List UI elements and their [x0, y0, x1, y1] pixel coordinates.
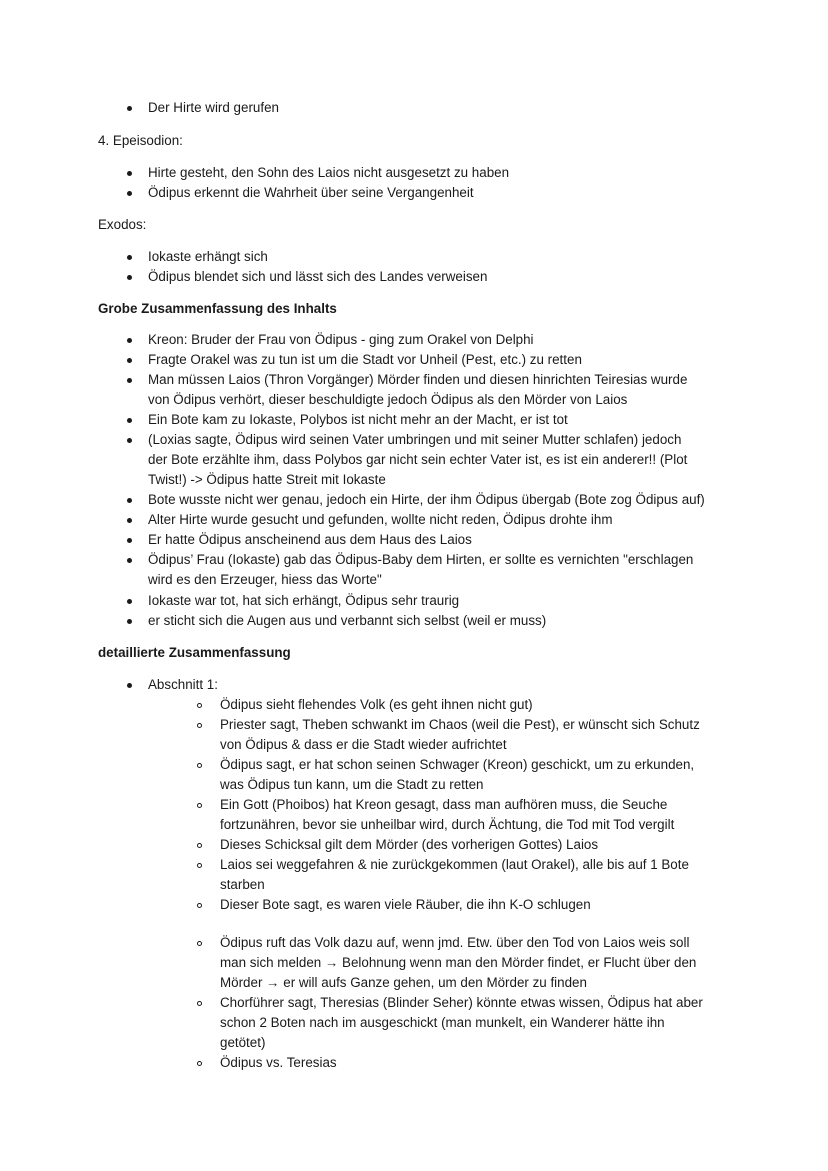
- list-item-text: fortzunähren, bevor sie unheilbar wird, durch Ächtung, die Tod mit Tod vergilt: [220, 817, 675, 832]
- list-item-text: Chorführer sagt, Theresias (Blinder Seher) könnte etwas wissen, Ödipus hat aber: [220, 995, 703, 1010]
- list-item-text: er sticht sich die Augen aus und verbannt sich selbst (weil er muss): [148, 613, 547, 628]
- section-heading: detaillierte Zusammenfassung: [98, 645, 291, 660]
- subheading: 4. Epeisodion:: [98, 133, 183, 148]
- list-item-text: Iokaste erhängt sich: [148, 249, 268, 264]
- hollow-bullet-icon: [197, 703, 202, 708]
- bullet-icon: [127, 683, 132, 688]
- hollow-bullet-icon: [197, 763, 202, 768]
- bullet-icon: [127, 538, 132, 543]
- list-item-text: starben: [220, 877, 265, 892]
- list-item-text: Fragte Orakel was zu tun ist um die Stadt vor Unheil (Pest, etc.) zu retten: [148, 352, 582, 367]
- hollow-bullet-icon: [197, 1061, 202, 1066]
- list-item-text: Ödipus sagt, er hat schon seinen Schwager (Kreon) geschickt, um zu erkunden,: [220, 757, 695, 772]
- hollow-bullet-icon: [197, 723, 202, 728]
- list-item-text: man sich melden → Belohnung wenn man den Mörder findet, er Flucht über den: [220, 955, 697, 970]
- list-item-text: von Ödipus verhört, dieser beschuldigte jedoch Ödipus als den Mörder von Laios: [148, 392, 628, 407]
- list-item-text: Hirte gesteht, den Sohn des Laios nicht ausgesetzt zu haben: [148, 165, 510, 180]
- list-item-text: Mörder → er will aufs Ganze gehen, um den Mörder zu finden: [220, 975, 587, 990]
- hollow-bullet-icon: [197, 1001, 202, 1006]
- subheading: Exodos:: [98, 217, 147, 232]
- hollow-bullet-icon: [197, 803, 202, 808]
- bullet-icon: [127, 338, 132, 343]
- list-item-text: Dieser Bote sagt, es waren viele Räuber, die ihn K-O schlugen: [220, 897, 591, 912]
- hollow-bullet-icon: [197, 843, 202, 848]
- bullet-icon: [127, 558, 132, 563]
- bullet-icon: [127, 619, 132, 624]
- list-item-text: Ödipus blendet sich und lässt sich des Landes verweisen: [148, 269, 488, 284]
- bullet-icon: [127, 418, 132, 423]
- bullet-icon: [127, 599, 132, 604]
- list-item-text: schon 2 Boten nach im ausgeschickt (man munkelt, ein Wanderer hätte ihn: [220, 1015, 665, 1030]
- list-item-text: Ödipus sieht flehendes Volk (es geht ihnen nicht gut): [220, 697, 533, 712]
- list-item-text: Abschnitt 1:: [148, 677, 218, 692]
- list-item-text: Twist!) -> Ödipus hatte Streit mit Iokaste: [148, 472, 386, 487]
- bullet-icon: [127, 171, 132, 176]
- bullet-icon: [127, 106, 132, 111]
- list-item-text: (Loxias sagte, Ödipus wird seinen Vater umbringen und mit seiner Mutter schlafen) jedoch: [148, 432, 682, 447]
- hollow-bullet-icon: [197, 863, 202, 868]
- bullet-icon: [127, 358, 132, 363]
- list-item-text: Priester sagt, Theben schwankt im Chaos (weil die Pest), er wünscht sich Schutz: [220, 717, 700, 732]
- list-item-text: Dieses Schicksal gilt dem Mörder (des vorherigen Gottes) Laios: [220, 837, 599, 852]
- list-item-text: Ödipus erkennt die Wahrheit über seine Vergangenheit: [148, 185, 474, 200]
- list-item-text: Der Hirte wird gerufen: [148, 100, 279, 115]
- hollow-bullet-icon: [197, 941, 202, 946]
- list-item-text: von Ödipus & dass er die Stadt wieder aufrichtet: [220, 737, 507, 752]
- bullet-icon: [127, 498, 132, 503]
- list-item-text: Ödipus’ Frau (Iokaste) gab das Ödipus-Baby dem Hirten, er sollte es vernichten "erschlagen: [148, 552, 694, 567]
- list-item-text: Ödipus vs. Teresias: [220, 1055, 337, 1070]
- list-item-text: wird es den Erzeuger, hiess das Worte": [148, 572, 382, 587]
- bullet-icon: [127, 255, 132, 260]
- bullet-icon: [127, 378, 132, 383]
- bullet-icon: [127, 518, 132, 523]
- list-item-text: Alter Hirte wurde gesucht und gefunden, wollte nicht reden, Ödipus drohte ihm: [148, 512, 613, 527]
- bullet-icon: [127, 191, 132, 196]
- list-item-text: der Bote erzählte ihm, dass Polybos gar nicht sein echter Vater ist, es ist ein anderer!! (Plot: [148, 452, 688, 467]
- list-item-text: was Ödipus tun kann, um die Stadt zu retten: [220, 777, 484, 792]
- list-item-text: Bote wusste nicht wer genau, jedoch ein Hirte, der ihm Ödipus übergab (Bote zog Ödipus auf): [148, 492, 705, 507]
- list-item-text: Ödipus ruft das Volk dazu auf, wenn jmd. Etw. über den Tod von Laios weis soll: [220, 935, 690, 950]
- bullet-icon: [127, 275, 132, 280]
- bullet-icon: [127, 438, 132, 443]
- list-item-text: Kreon: Bruder der Frau von Ödipus - ging zum Orakel von Delphi: [148, 332, 534, 347]
- list-item-text: Iokaste war tot, hat sich erhängt, Ödipus sehr traurig: [148, 593, 460, 608]
- hollow-bullet-icon: [197, 903, 202, 908]
- list-item-text: Man müssen Laios (Thron Vorgänger) Mörder finden und diesen hinrichten Teiresias wurde: [148, 372, 688, 387]
- list-item-text: Er hatte Ödipus anscheinend aus dem Haus des Laios: [148, 532, 472, 547]
- list-item-text: getötet): [220, 1035, 266, 1050]
- section-heading: Grobe Zusammenfassung des Inhalts: [98, 301, 337, 316]
- list-item-text: Ein Bote kam zu Iokaste, Polybos ist nicht mehr an der Macht, er ist tot: [148, 412, 568, 427]
- list-item-text: Laios sei weggefahren & nie zurückgekommen (laut Orakel), alle bis auf 1 Bote: [220, 857, 689, 872]
- list-item-text: Ein Gott (Phoibos) hat Kreon gesagt, dass man aufhören muss, die Seuche: [220, 797, 668, 812]
